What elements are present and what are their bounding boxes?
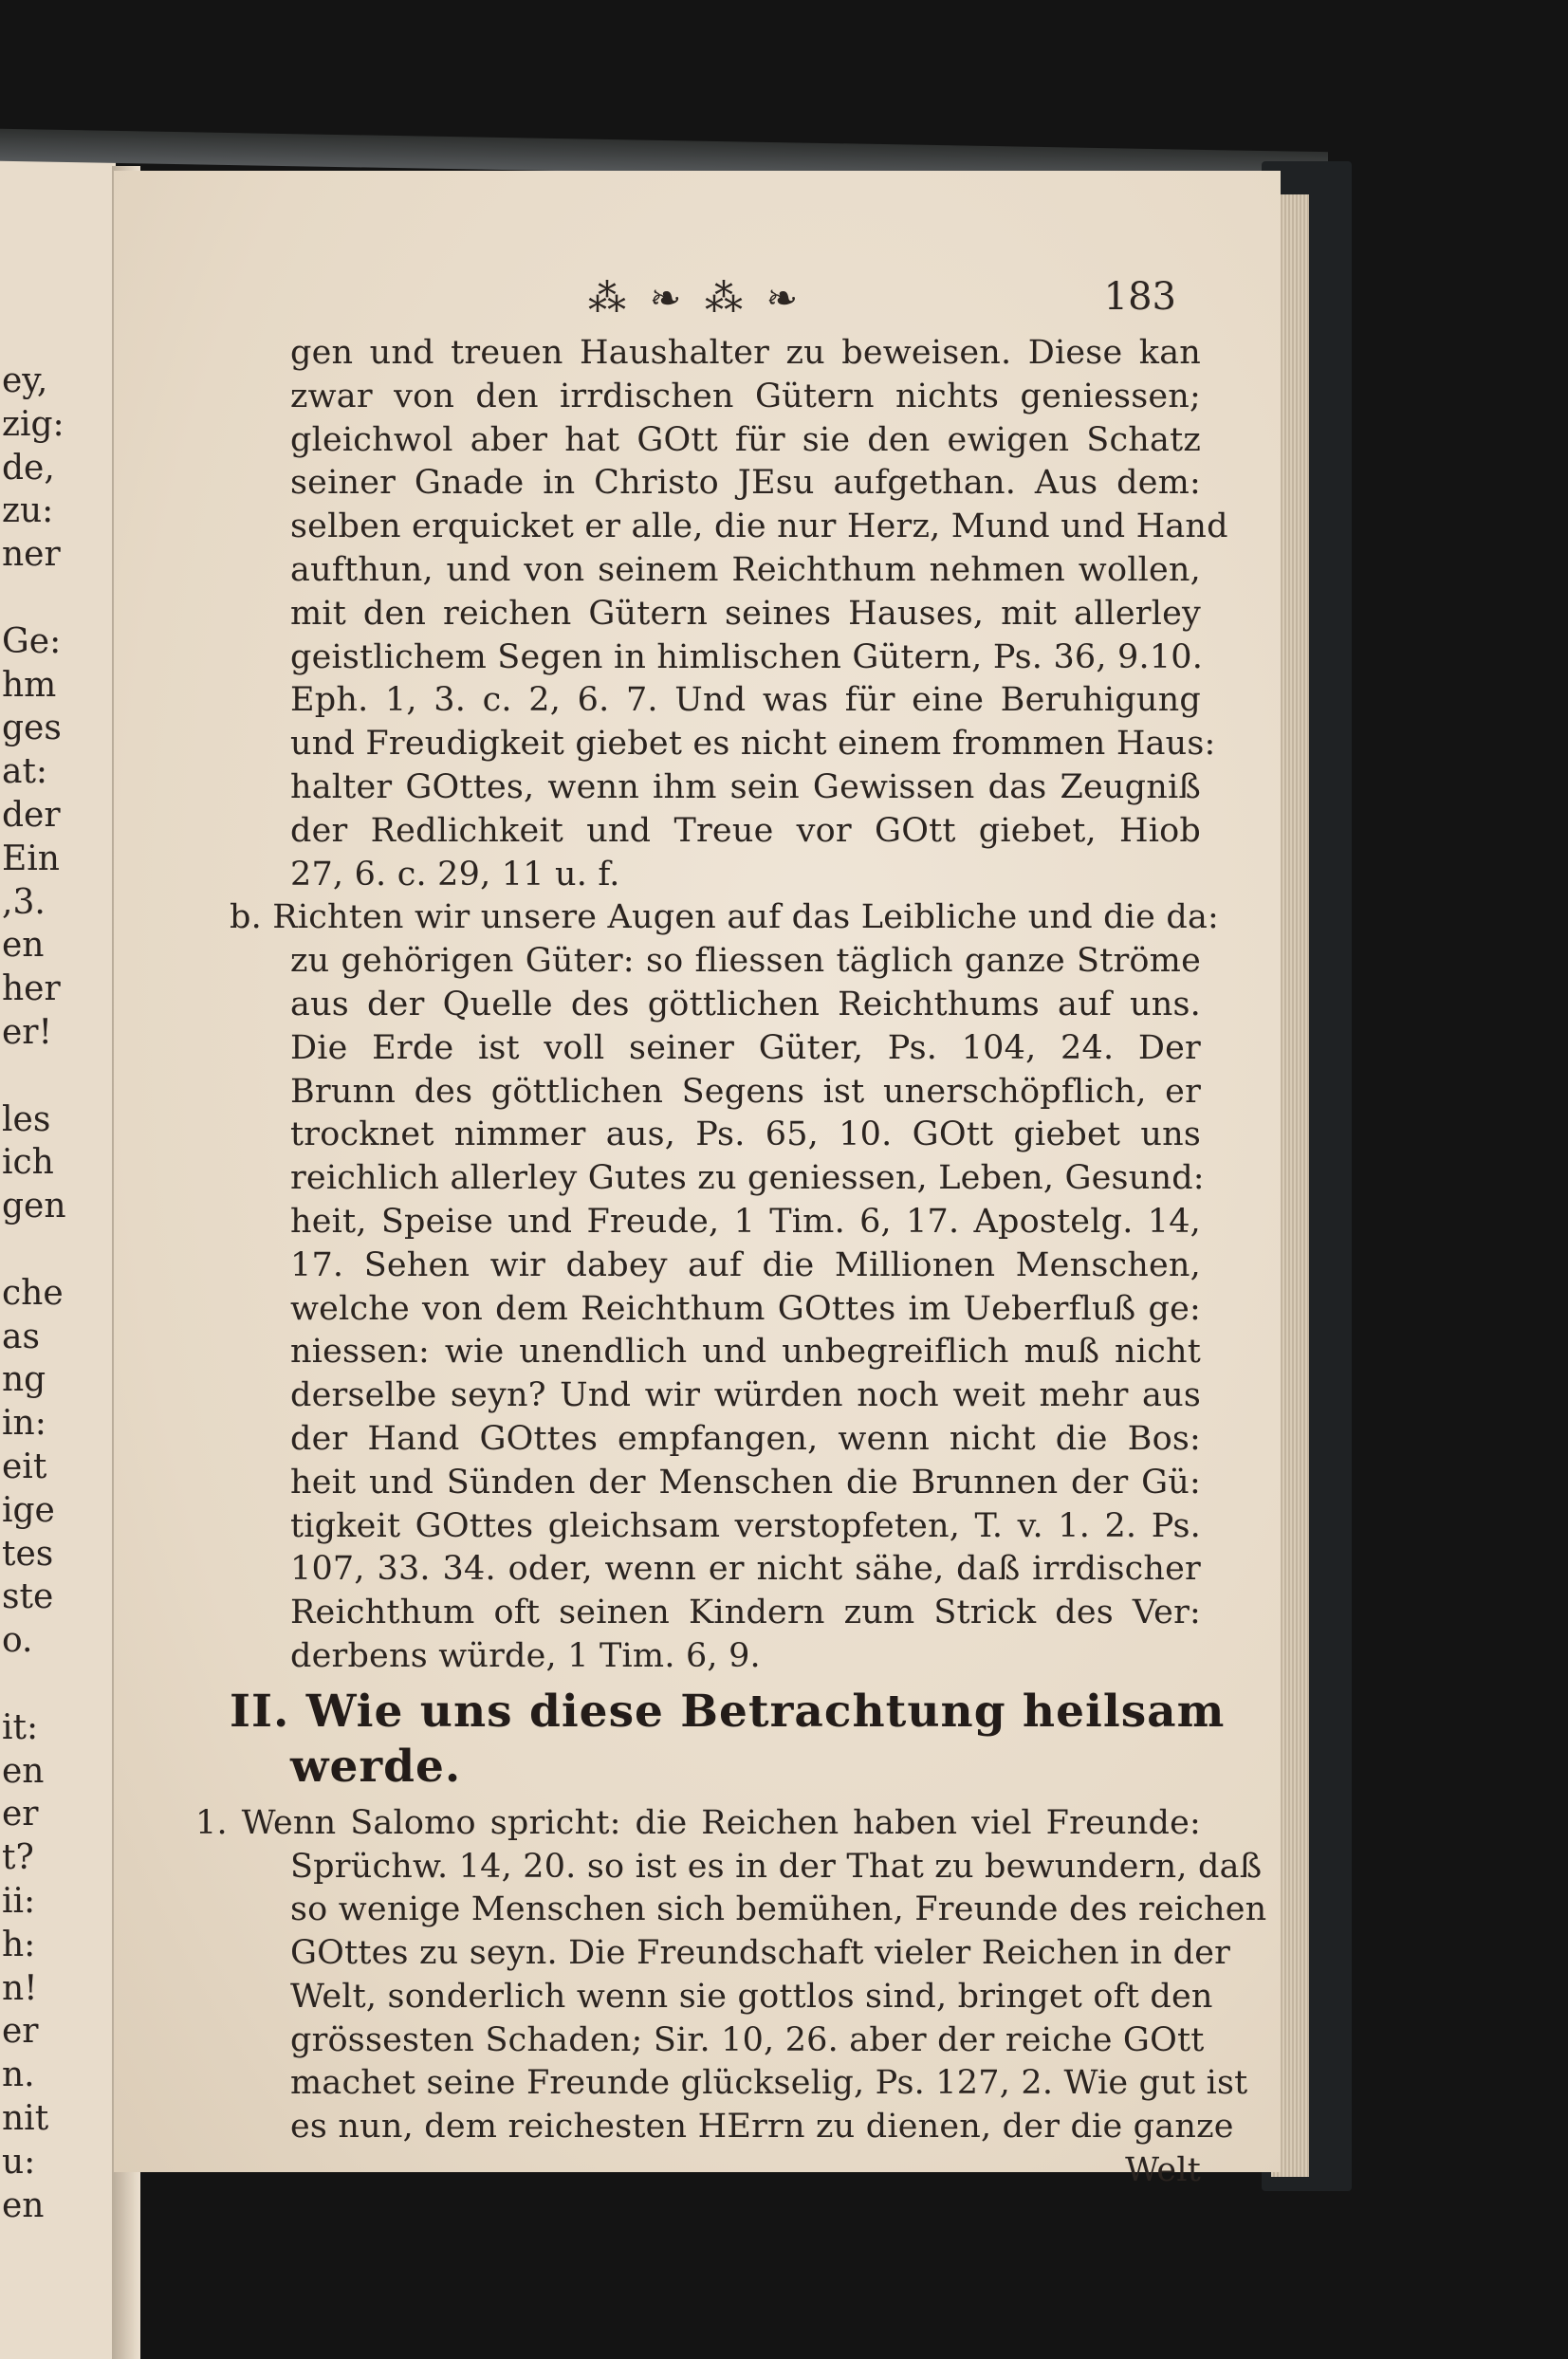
facing-page-line: ges [2,709,62,748]
line-text: Richten wir unsere Augen auf das Leibliche und die da: [272,898,1220,937]
facing-page-line: tes [2,1534,54,1574]
text-line: der Hand GOttes empfangen, wenn nicht die Bos: [290,1419,1201,1458]
text-line: selben erquicket er alle, die nur Herz, Mund und Hand [290,507,1228,546]
facing-page-line: in: [2,1404,46,1444]
text-line: GOttes zu seyn. Die Freundschaft vieler Reichen in der [290,1934,1231,1973]
heading-text: Wie uns diese Betrachtung heilsam [305,1685,1226,1738]
facing-page-line: eit [2,1447,47,1486]
text-line: mit den reichen Gütern seines Hauses, mit allerley [290,594,1201,633]
text-line [195,1802,1201,1846]
facing-page-line: at: [2,752,48,792]
page-number: 183 [1103,275,1176,319]
text-line: derbens würde, 1 Tim. 6, 9. [290,1636,761,1675]
text-line: tigkeit GOttes gleichsam verstopfeten, T. v. 1. 2. Ps. [290,1506,1201,1545]
catchword: Welt [1125,2151,1201,2190]
list-marker: b. [230,898,262,937]
paragraph-b [230,896,1220,1678]
facing-page-line: les [2,1099,51,1139]
heading-line [230,1685,1226,1740]
text-line: trocknet nimmer aus, Ps. 65, 10. GOtt giebet uns [290,1115,1201,1154]
facing-page-line: zu: [2,491,54,531]
text-line: reichlich allerley Gutes zu geniessen, Leben, Gesund: [290,1159,1205,1198]
text-line: der Redlichkeit und Treue vor GOtt giebet, Hiob [290,811,1201,850]
body-text [195,332,1267,2193]
facing-page-line: en [2,1751,45,1791]
text-line: gleichwol aber hat GOtt für sie den ewigen Schatz [290,420,1201,459]
text-line: Sprüchw. 14, 20. so ist es in der That zu bewundern, daß [290,1847,1263,1886]
text-line: heit und Sünden der Menschen die Brunnen der Gü: [290,1463,1201,1502]
text-line: zwar von den irrdischen Gütern nichts geniessen; [290,377,1201,415]
facing-page-line: ng [2,1360,46,1400]
facing-page-line: de, [2,448,55,488]
text-line: Welt, sonderlich wenn sie gottlos sind, bringet oft den [290,1977,1213,2016]
text-line: Eph. 1, 3. c. 2, 6. 7. Und was für eine Beruhigung [290,681,1201,720]
facing-page-line: ey, [2,361,48,400]
facing-page-line: ige [2,1490,55,1530]
text-line: es nun, dem reichesten HErrn zu dienen, der die ganze [290,2108,1234,2147]
text-line: aus der Quelle des göttlichen Reichthums auf uns. [290,985,1201,1023]
text-line: aufthun, und von seinem Reichthum nehmen wollen, [290,550,1201,589]
facing-page-line: che [2,1273,64,1313]
line-text: Wenn Salomo spricht: die Reichen haben viel Freunde: [241,1803,1201,1842]
text-line: halter GOttes, wenn ihm sein Gewissen das Zeugniß [290,767,1201,806]
facing-page-line: as [2,1317,40,1356]
text-line: 107, 33. 34. oder, wenn er nicht sähe, daß irrdischer [290,1550,1201,1589]
text-line [230,896,1220,940]
book-page [114,171,1281,2190]
facing-page-line: ner [2,535,61,575]
text-line: zu gehörigen Güter: so fliessen täglich ganze Ströme [290,942,1201,981]
text-line: Reichthum oft seinen Kindern zum Strick des Ver: [290,1594,1201,1632]
header-ornament: ⁂ ❧ ⁂ ❧ [588,277,804,321]
text-line: Brunn des göttlichen Segens ist unerschöpflich, er [290,1072,1201,1111]
text-line: grössesten Schaden; Sir. 10, 26. aber der reiche GOtt [290,2020,1205,2059]
text-line: machet seine Freunde glückselig, Ps. 127, 2. Wie gut ist [290,2064,1248,2103]
facing-page-line: er [2,1795,39,1834]
paragraph-1 [195,1802,1267,2149]
facing-page-line: en [2,2185,45,2225]
facing-page-line: h: [2,1925,36,1964]
facing-page-line: ste [2,1577,54,1617]
facing-page-line: nit [2,2099,49,2138]
text-line: 27, 6. c. 29, 11 u. f. [290,855,620,894]
paragraph-continued [290,332,1228,896]
facing-page-line: o. [2,1621,33,1661]
text-line: geistlichem Segen in himlischen Gütern, Ps. 36, 9.10. [290,637,1204,676]
text-line: niessen: wie unendlich und unbegreiflich muß nicht [290,1333,1201,1372]
list-marker: 1. [195,1803,228,1842]
facing-page-line: zig: [2,404,65,444]
facing-page-line: en [2,926,45,966]
facing-page-line: n. [2,2055,35,2095]
facing-page-line: hm [2,665,57,705]
text-line: heit, Speise und Freude, 1 Tim. 6, 17. Apostelg. 14, [290,1202,1201,1241]
text-line: derselbe seyn? Und wir würden noch weit mehr aus [290,1376,1201,1415]
text-line: welche von dem Reichthum GOttes im Ueberfluß ge: [290,1289,1201,1328]
facing-page-line: ich [2,1143,54,1183]
facing-page-line: er [2,2012,39,2052]
facing-page-line: ii: [2,1882,36,1921]
facing-page-line: it: [2,1707,39,1747]
facing-page-line: t? [2,1838,34,1878]
facing-page-line: er! [2,1013,52,1052]
text-line: und Freudigkeit giebet es nicht einem frommen Haus: [290,725,1216,764]
text-line: 17. Sehen wir dabey auf die Millionen Menschen, [290,1245,1201,1284]
page-header [474,277,1195,334]
facing-page-line: Ein [2,839,60,878]
facing-page-fragment [0,142,116,2359]
heading-line: werde. [290,1740,462,1793]
facing-page-line: n! [2,1968,38,2008]
facing-page-line: Ge: [2,621,62,661]
text-line: gen und treuen Haushalter zu beweisen. Diese kan [290,334,1201,372]
text-line: seiner Gnade in Christo JEsu aufgethan. Aus dem: [290,464,1201,503]
facing-page-line: der [2,796,61,835]
section-heading [230,1685,1226,1795]
section-number: II. [230,1685,290,1738]
facing-page-line: ,3. [2,882,46,922]
facing-page-line: u: [2,2142,36,2182]
text-line: Die Erde ist voll seiner Güter, Ps. 104, 24. Der [290,1028,1201,1067]
facing-page-line: her [2,969,61,1009]
text-line: so wenige Menschen sich bemühen, Freunde des reichen [290,1890,1267,1929]
facing-page-line: gen [2,1187,66,1226]
